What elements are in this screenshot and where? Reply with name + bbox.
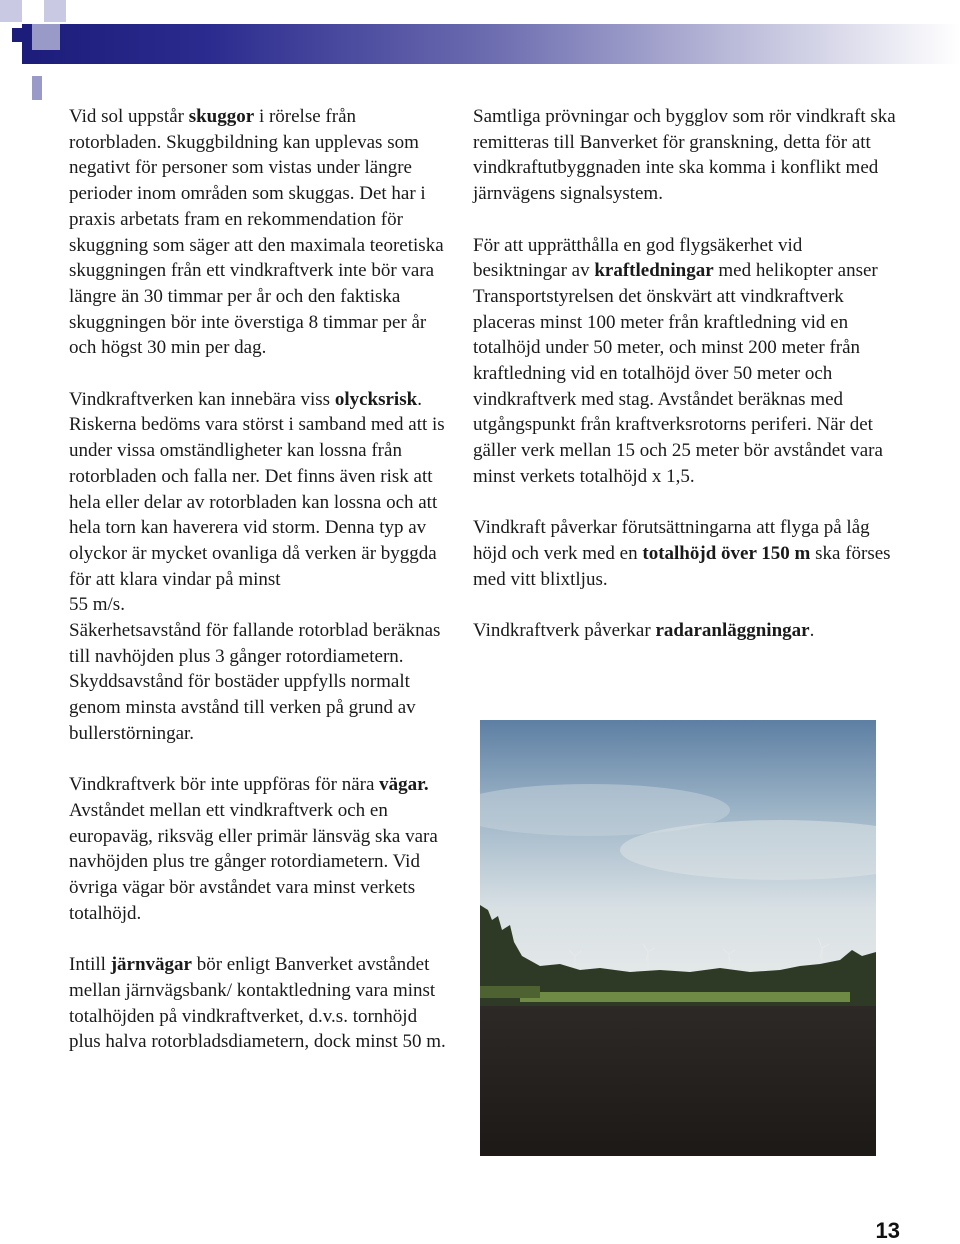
keyword-skuggor: skuggor xyxy=(188,106,255,127)
right-column xyxy=(473,104,898,669)
text-span: Vindkraftverk bör inte uppföras för nära xyxy=(69,774,380,796)
text-span: bör enligt Banverket avståndet mellan järnvägsbank/ kontaktledning vara minst totalhöjden på vindkraftverket, d.v.s. tornhöjd plus halva rotorbladsdiametern, dock minst 50 m. xyxy=(69,954,446,1053)
text-span: Intill xyxy=(69,954,111,976)
text-span: Vindkraft påverkar förutsättningarna att flyga på låg höjd och verk med en xyxy=(473,517,870,564)
keyword-vagar: vägar. xyxy=(379,774,429,796)
header-square-light-left xyxy=(0,0,22,22)
text-span: med helikopter anser Transportstyrelsen det önskvärt att vindkraftverk placeras minst 100 meter från kraftledning vid en totalhöjd under 50 meter, och minst 200 meter från kraftledning vid en totalhöjd över 50 meter och vindkraftverk med stag. Avståndet beräknas med utgångspunkt från kraftverksrotorns periferi. När det gäller verk mellan 15 och 25 meter bör avståndet vara minst verkets totalhöjd x 1,5. xyxy=(473,260,883,487)
header-gradient-band xyxy=(22,24,960,64)
landscape-photo xyxy=(480,720,876,1156)
text-span: Säkerhetsavstånd för fallande rotorblad beräknas till navhöjden plus 3 gånger rotordiametern. Skyddsavstånd för bostäder uppfylls normalt genom minsta avstånd till verken på grund av bullerstörningar. xyxy=(69,620,441,744)
header-square-bar xyxy=(32,76,42,100)
paragraph-vagar xyxy=(69,772,449,926)
page-number: 13 xyxy=(875,1218,900,1243)
header-square-dark xyxy=(12,28,26,42)
paragraph-skuggor xyxy=(69,104,449,361)
text-span: ska förses med vitt blixtljus. xyxy=(473,542,891,590)
text-span: i rörelse från rotorbladen. Skuggbildning kan upplevas som negativt för personer som vistas under längre perioder inom områden som skuggas. Det har i praxis arbetats fram en rekommendation för skuggning som säger att den maximala teoretiska skuggningen från ett vindkraftverk inte bör vara längre än 30 timmar per år och den faktiska skuggningen bör inte överstiga 8 timmar per år och högst 30 min per dag. xyxy=(69,106,444,359)
green-field-strip-2 xyxy=(480,986,540,998)
text-span: För att upprätthålla en god flygsäkerhet vid besiktningar av xyxy=(473,234,803,282)
text-span: Vindkraftverken kan innebära viss xyxy=(69,388,335,410)
paragraph-kraftledningar xyxy=(473,233,898,490)
keyword-radaranlaggningar: radaranläggningar xyxy=(655,620,810,642)
text-span: Avståndet mellan ett vindkraftverk och en europaväg, riksväg eller primär länsväg ska vara navhöjden plus tre gånger rotordiametern. Vid övriga vägar bör avståndet vara minst verkets totalhöjd. xyxy=(69,799,438,924)
text-span: . Riskerna bedöms vara störst i samband med att is under vissa omständligheter kan lossna från rotorbladen och falla ner. Det finns även risk att hela eller delar av rotorbladen kan lossna och att hela torn kan haverera vid storm. Denna typ av olyckor är mycket ovanliga då verken är byggda för att klara vindar på minst xyxy=(69,388,445,590)
left-column xyxy=(69,104,449,1081)
text-span: Vid sol uppstår xyxy=(69,106,189,127)
text-span: . xyxy=(809,620,815,642)
keyword-jarnvagar: järnvägar xyxy=(110,954,192,976)
header-square-light-right xyxy=(44,0,66,22)
paragraph-olycksrisk xyxy=(69,387,449,747)
text-span: 55 m/s. xyxy=(69,594,125,616)
green-field-strip xyxy=(520,992,850,1002)
keyword-totalhojd: totalhöjd över 150 m xyxy=(642,542,811,564)
paragraph-jarnvagar xyxy=(69,952,449,1055)
header-square-mid xyxy=(32,24,60,50)
paragraph-flyg xyxy=(473,515,898,592)
text-span: Vindkraftverk påverkar xyxy=(473,620,656,642)
paragraph-provningar: Samtliga prövningar och bygglov som rör vindkraft ska remitteras till Banverket för granskning, detta för att vindkraftutbyggnaden inte ska komma i konflikt med järnvägens signalsystem. xyxy=(473,106,896,205)
plowed-field xyxy=(480,1006,876,1156)
paragraph-radar xyxy=(473,618,898,644)
keyword-kraftledningar: kraftledningar xyxy=(594,260,714,282)
keyword-olycksrisk: olycksrisk xyxy=(334,388,418,410)
